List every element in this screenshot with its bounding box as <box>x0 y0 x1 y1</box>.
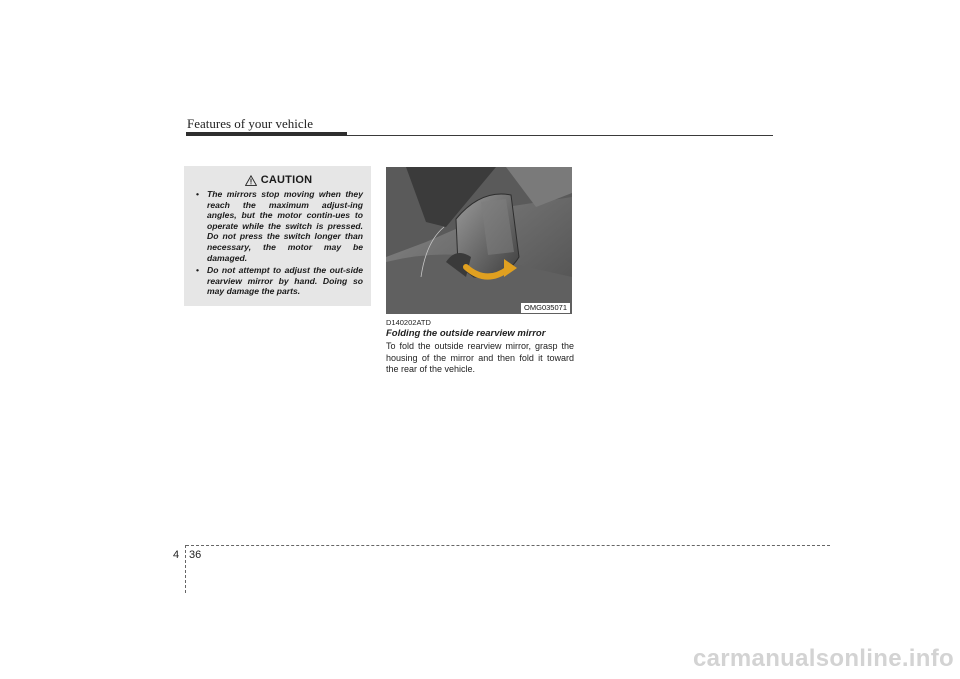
header-rule-thick <box>186 132 347 136</box>
header-rule-thin <box>347 135 773 136</box>
footer-rule-vertical <box>185 545 186 593</box>
footer-rule <box>186 545 830 546</box>
warning-triangle-icon <box>245 175 257 186</box>
bullet-icon: • <box>196 189 200 199</box>
page-number: 36 <box>189 549 202 561</box>
caution-list <box>194 189 363 297</box>
caution-title: CAUTION <box>260 174 313 186</box>
mirror-folding-figure <box>386 167 572 314</box>
section-body: To fold the outside rearview mirror, grasp the housing of the mirror and then fold it toward the rear of the vehicle. <box>386 341 574 374</box>
caution-item <box>194 265 363 297</box>
bullet-icon: • <box>196 265 200 276</box>
caution-item-text: Do not attempt to adjust the out-side rearview mirror by hand. Doing so may damage the parts. <box>207 265 363 297</box>
chapter-number: 4 <box>173 549 180 561</box>
caution-header <box>194 174 363 186</box>
section-heading: Folding the outside rearview mirror <box>386 328 546 339</box>
caution-item <box>194 189 363 263</box>
watermark: carmanualsonline.info <box>692 645 954 672</box>
mirror-illustration <box>386 167 572 314</box>
figure-label: OMG035071 <box>521 303 570 313</box>
caution-item-text: The mirrors stop moving when they reach the maximum adjust-ing angles, but the motor contin-ues to operate while the switch is pressed. Do not press the switch longer than necessary, the motor may be damaged. <box>207 189 363 263</box>
section-code: D140202ATD <box>386 318 431 327</box>
header-title: Features of your vehicle <box>187 116 313 131</box>
caution-box <box>184 166 371 306</box>
